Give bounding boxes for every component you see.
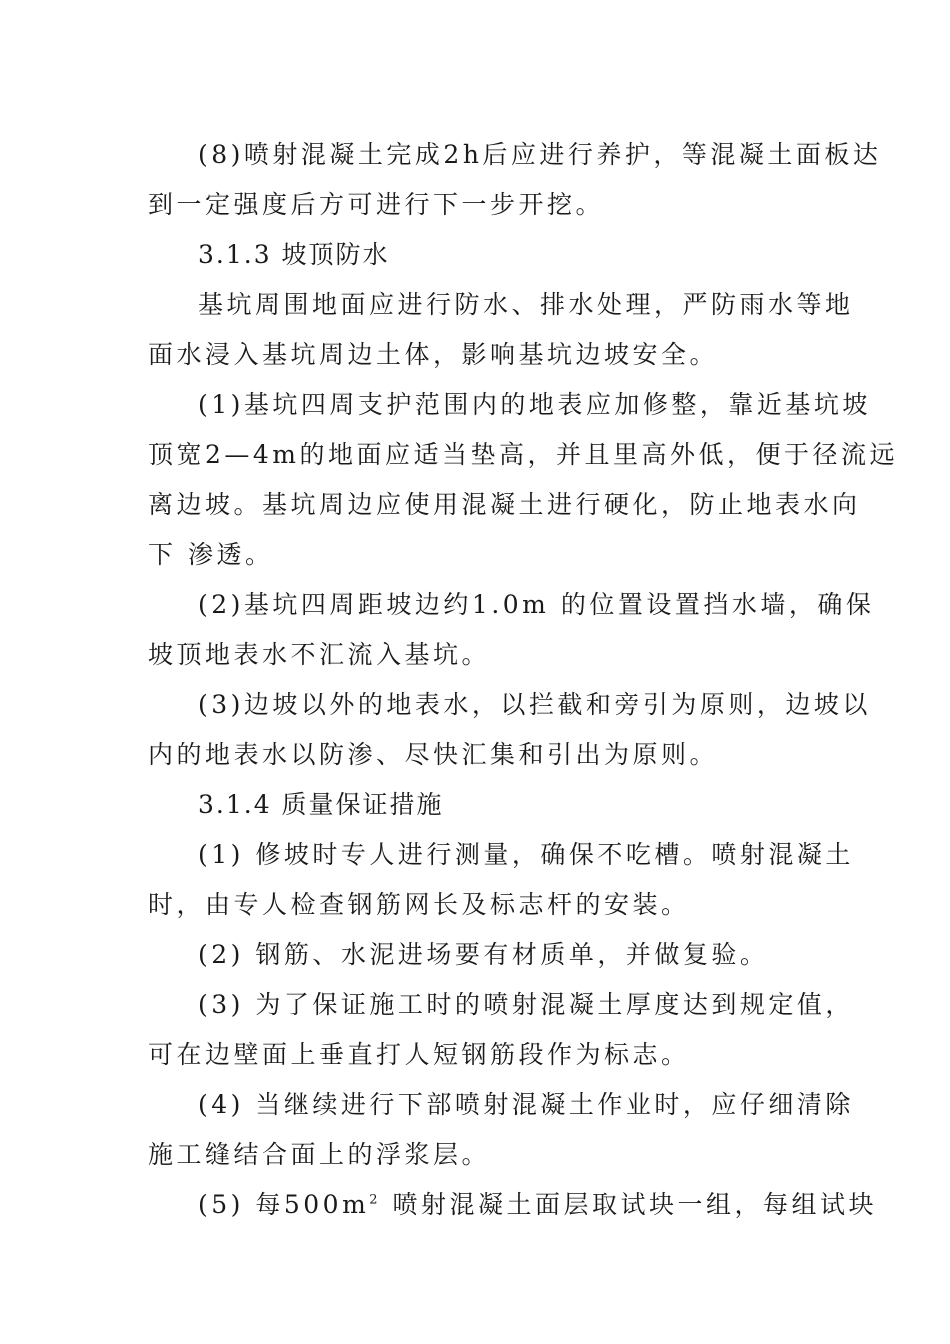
paragraph-line: 基坑周围地面应进行防水、排水处理，严防雨水等地	[198, 290, 854, 319]
paragraph-line: 离边坡。基坑周边应使用混凝土进行硬化，防止地表水向	[148, 490, 861, 519]
paragraph-line-with-unit	[198, 1187, 878, 1223]
paragraph-line: (3)边坡以外的地表水，以拦截和旁引为原则，边坡以	[198, 690, 871, 719]
paragraph-line: 下 渗透。	[148, 540, 274, 569]
paragraph-text-segment: (5) 每500m	[198, 1190, 370, 1219]
paragraph-line: (2) 钢筋、水泥进场要有材质单，并做复验。	[198, 940, 769, 969]
section-heading-3-1-4: 3.1.4 质量保证措施	[198, 790, 444, 819]
paragraph-line: (8)喷射混凝土完成2h后应进行养护，等混凝土面板达	[198, 140, 882, 169]
paragraph-text-segment: 喷射混凝土面层取试块一组，每组试块	[381, 1190, 878, 1219]
section-heading-3-1-3: 3.1.3 坡顶防水	[198, 240, 390, 269]
paragraph-line: 面水浸入基坑周边土体，影响基坑边坡安全。	[148, 340, 719, 369]
paragraph-line: 顶宽2—4m的地面应适当垫高，并且里高外低，便于径流远	[148, 440, 899, 469]
paragraph-line: 坡顶地表水不汇流入基坑。	[148, 640, 491, 669]
paragraph-line: 内的地表水以防渗、尽快汇集和引出为原则。	[148, 740, 719, 769]
superscript-2: 2	[369, 1192, 382, 1208]
paragraph-line: 可在边壁面上垂直打人短钢筋段作为标志。	[148, 1040, 690, 1069]
paragraph-line: 施工缝结合面上的浮浆层。	[148, 1140, 491, 1169]
paragraph-line: (2)基坑四周距坡边约1.0m 的位置设置挡水墙，确保	[198, 590, 875, 619]
paragraph-line: (3) 为了保证施工时的喷射混凝土厚度达到规定值，	[198, 990, 854, 1019]
paragraph-line: (1) 修坡时专人进行测量，确保不吃槽。喷射混凝土	[198, 840, 854, 869]
paragraph-line: 到一定强度后方可进行下一步开挖。	[148, 190, 605, 219]
paragraph-line: 时，由专人检查钢筋网长及标志杆的安装。	[148, 890, 690, 919]
paragraph-line: (1)基坑四周支护范围内的地表应加修整，靠近基坑坡	[198, 390, 871, 419]
paragraph-line: (4) 当继续进行下部喷射混凝土作业时，应仔细清除	[198, 1090, 854, 1119]
